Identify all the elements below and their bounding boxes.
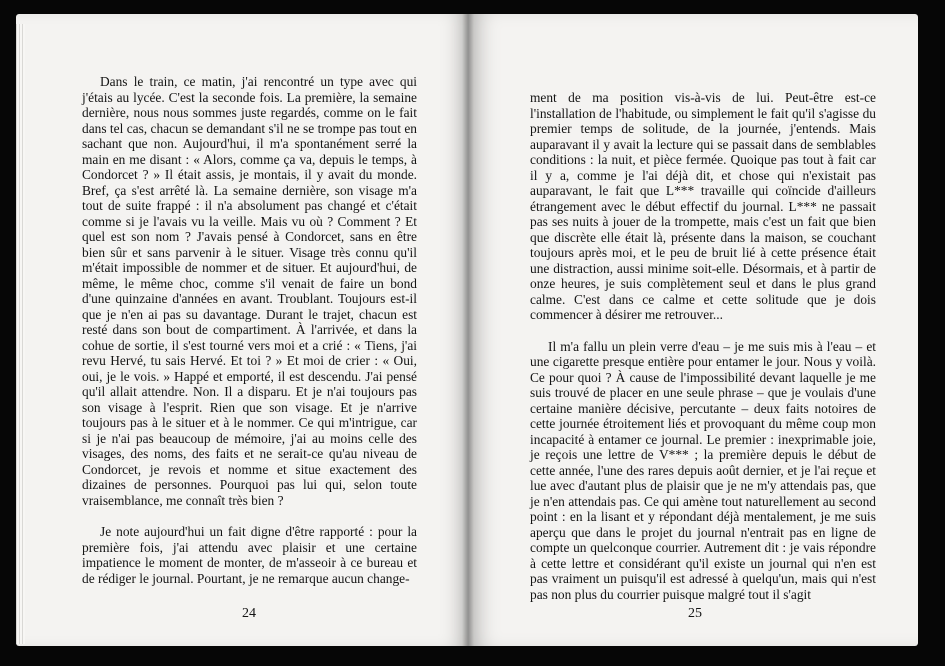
paragraph: ment de ma position vis-à-vis de lui. Peut-être est-ce l'installation de l'habitude, ou simplement le fait qu'il s'agisse du premier temps de solitude, de la journée, j'entends. Mais auparavant il y avait la lecture qui se passait dans de semblables conditions : la nuit, et pièce fermée. Quoique pas tout à fait car il y a, comme je l'ai déjà dit, et chose qui n'existait pas auparavant, le fait que L*** travaille qui coïncide d'ailleurs étrangement avec le début effectif du journal. L*** ne passait pas ses nuits à jouer de la trompette, mais c'est un fait que bien que discrète elle était là, présente dans la maison, se couchant toujours après moi, et le peu de bruit lié à cette présence était une distraction, aussi minime soit-elle. Désormais, et à partir de onze heures, je suis complètement seul et dans le plus grand calme. C'est dans ce calme et cette solitude que je dois commencer à désirer me retrouver... (530, 90, 876, 322)
left-page (16, 14, 468, 646)
page-number: 25 (688, 606, 702, 621)
open-book (16, 14, 918, 646)
left-page-text (82, 74, 417, 586)
book-gutter (462, 14, 474, 646)
right-page (468, 14, 918, 646)
page-edge (16, 24, 25, 644)
paragraph: Je note aujourd'hui un fait digne d'être rapporté : pour la première fois, j'ai attendu avec plaisir et une certaine impatience le moment de monter, de m'asseoir à ce bureau et de rédiger le journal. Pourtant, je ne remarque aucun change- (82, 524, 417, 586)
right-page-text (530, 90, 876, 602)
page-number: 24 (242, 606, 256, 621)
paragraph: Dans le train, ce matin, j'ai rencontré un type avec qui j'étais au lycée. C'est la seconde fois. La première, la semaine dernière, nous nous sommes juste regardés, comme on le fait dans tel cas, chacun se demandant s'il ne se trompe pas tout en sachant que non. Aujourd'hui, il m'a spontanément serré la main en me disant : « Alors, comme ça va, depuis le temps, à Condorcet ? » Il était assis, je montais, il y avait du monde. Bref, ça s'est arrêté là. La semaine dernière, son visage m'a tout de suite frappé : il n'a absolument pas changé et c'était comme si je l'avais vu la veille. Mais vu où ? Comment ? Et quel est son nom ? J'avais pensé à Condorcet, sans en être bien sûr et sans parvenir à le situer. Visage très connu qu'il m'était impossible de nommer et de situer. Et aujourd'hui, de même, le même choc, comme s'il venait de faire un bond d'une quinzaine d'années en avant. Troublant. Toujours est-il que je n'en ai pas su davantage. Durant le trajet, chacun est resté dans son bout de compartiment. À l'arrivée, et dans la cohue de sortie, il s'est tourné vers moi et a crié : « Tiens, j'ai revu Hervé, tu sais Hervé. Et toi ? » Et moi de crier : « Oui, oui, je le vois. » Happé et emporté, il est descendu. J'ai pensé qu'il allait attendre. Non. Il a disparu. Et je n'ai toujours pas son visage à l'esprit. Rien que son visage. Et je n'arrive toujours pas à le situer et à le nommer. Ce qui m'intrigue, car si je n'ai pas beaucoup de mémoire, j'ai au moins celle des visages, des noms, des faits et ne serait-ce qu'au niveau de Condorcet, je revois et nomme et situe exactement des dizaines de personnes. Pourquoi pas lui qui, selon toute vraisemblance, me connaît très bien ? (82, 74, 417, 508)
paragraph: Il m'a fallu un plein verre d'eau – je me suis mis à l'eau – et une cigarette presque entière pour entamer le jour. Nous y voilà. Ce pour quoi ? À cause de l'impossibilité devant laquelle je me suis trouvé de placer en une seule phrase – que je voulais d'une certaine manière décisive, percutante – deux faits notoires de cette journée étroitement liés et provoquant du même coup mon incapacité à entamer ce journal. Le premier : inexprimable joie, je reçois une lettre de V*** ; la première depuis le début de cette année, l'une des rares depuis août dernier, et je l'ai reçue et lue avec d'autant plus de plaisir que je ne m'y attendais pas, que je n'en attendais pas. Ce qui amène tout naturellement au second point : en la lisant et y répondant déjà mentalement, je me suis aperçu que dans le projet du journal n'entrait pas en ligne de compte un quelconque courrier. Autrement dit : je vais répondre à cette lettre et considérant qu'il existe un journal qui n'en est pas vraiment un puisqu'il est adressé à quelqu'un, mais qui n'est pas non plus du courrier puisque malgré tout il s'agit (530, 338, 876, 602)
